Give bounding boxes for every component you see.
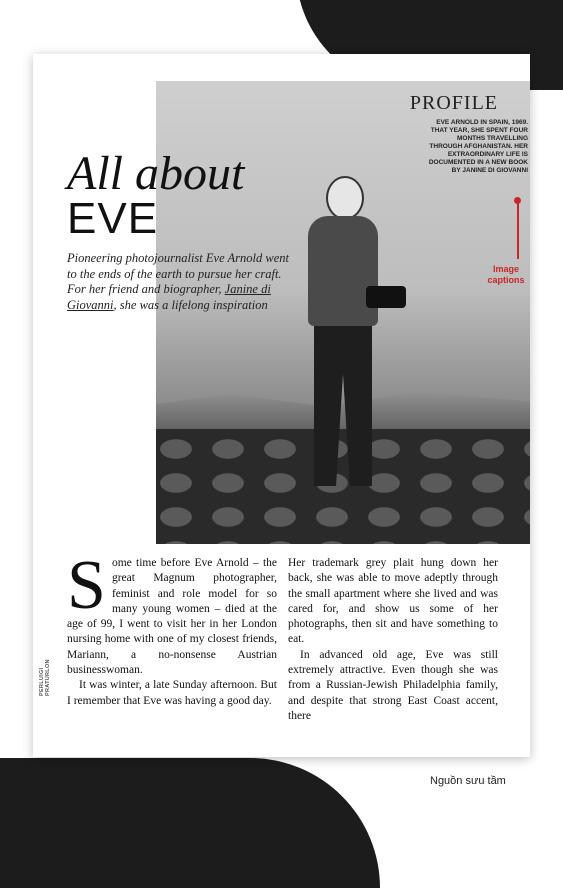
annotation-line [517, 201, 519, 259]
figure-legs [314, 326, 372, 486]
section-rubric: PROFILE [409, 92, 498, 114]
headline-line-1: All about [67, 147, 245, 200]
magazine-page [33, 54, 530, 757]
decorative-blob-bottom [0, 758, 380, 888]
body-paragraph: Her trademark grey plait hung down her back, she was able to move adeptly through the small apartment where she lived and was cared for, and show us some of her photographs, then sit and have something to eat. [288, 557, 498, 646]
body-column-2 [288, 556, 498, 724]
standfirst-tail: , she was a lifelong inspiration [113, 297, 268, 312]
body-paragraph [67, 547, 277, 678]
standfirst-text: Pioneering photojournalist Eve Arnold went to the ends of the earth to pursue her craft. For her friend and biographer, [67, 251, 289, 296]
photo-caption: EVE ARNOLD IN SPAIN, 1969. THAT YEAR, SHE SPENT FOUR MONTHS TRAVELLING THROUGH AFGHANISTAN. HER EXTRAORDINARY LIFE IS DOCUMENTED IN A NEW BOOK BY JANINE DI GIOVANNI [428, 119, 528, 174]
figure-body [308, 216, 378, 326]
drop-cap: S [67, 547, 106, 624]
body-paragraph: It was winter, a late Sunday afternoon. But I remember that Eve was having a good day. [67, 679, 277, 707]
headline-line-2: EVE [67, 194, 159, 243]
body-column-1 [67, 547, 277, 709]
body-text: ome time before Eve Arnold – the great Magnum photographer, feminist and role model for so many young women – died at the age of 99, I went to visit her in her London nursing home with one of my closest friends, Mariann, a no-nonsense Austrian businesswoman. [67, 557, 277, 677]
photo-figure [296, 176, 391, 496]
author-name: Janine di Giovanni [67, 282, 271, 312]
annotation-label: Image captions [487, 264, 525, 285]
body-paragraph: In advanced old age, Eve was still extremely attractive. Even though she was from a Russian-Jewish Philadelphia family, and despite that strong East Coast accent, there [288, 648, 498, 722]
source-note: Nguồn sưu tầm [430, 775, 506, 787]
standfirst [67, 251, 297, 313]
camera-icon [366, 286, 406, 308]
figure-head [326, 176, 364, 220]
photo-credit: PERLUIGI PRATURLON [39, 659, 51, 696]
